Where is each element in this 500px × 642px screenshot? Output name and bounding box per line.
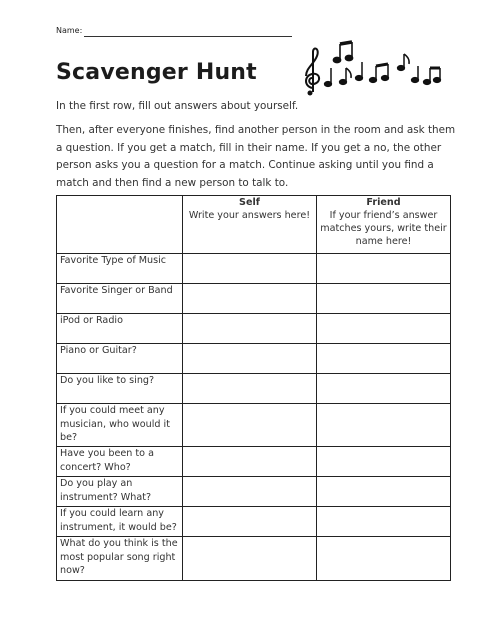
self-answer-cell[interactable] — [183, 284, 317, 314]
name-label: Name: — [56, 26, 83, 35]
friend-answer-cell[interactable] — [317, 314, 451, 344]
question-cell: Do you play an instrument? What? — [57, 477, 183, 507]
question-cell: What do you think is the most popular song right now? — [57, 537, 183, 581]
music-notes-icon — [298, 38, 448, 96]
table-row — [57, 447, 451, 477]
table-row — [57, 477, 451, 507]
self-answer-cell[interactable] — [183, 477, 317, 507]
table-row — [57, 344, 451, 374]
name-field[interactable] — [84, 36, 292, 37]
note-icon — [325, 54, 441, 86]
scavenger-table — [56, 195, 451, 581]
self-answer-cell[interactable] — [183, 314, 317, 344]
question-cell: iPod or Radio — [57, 314, 183, 344]
beamed-notes-icon — [333, 42, 352, 63]
table-row — [57, 374, 451, 404]
instruction-first: In the first row, fill out answers about yourself. — [56, 100, 299, 112]
self-answer-cell[interactable] — [183, 404, 317, 447]
header-blank-cell — [57, 196, 183, 254]
self-answer-cell[interactable] — [183, 507, 317, 537]
instruction-second: Then, after everyone finishes, find another person in the room and ask them a question. If you get a match, fill in their name. If you get a no, the other person asks you a question for a match. Continue asking until you find a match and then find a new person to talk to. — [56, 124, 456, 189]
column-header-friend — [317, 196, 451, 254]
table-row — [57, 254, 451, 284]
column-note-self: Write your answers here! — [188, 210, 311, 221]
table-row — [57, 507, 451, 537]
friend-answer-cell[interactable] — [317, 344, 451, 374]
table-row — [57, 284, 451, 314]
table-row — [57, 537, 451, 581]
treble-clef-icon — [306, 49, 319, 96]
column-title-friend: Friend — [366, 197, 401, 208]
friend-answer-cell[interactable] — [317, 507, 451, 537]
self-answer-cell[interactable] — [183, 447, 317, 477]
question-cell: Favorite Singer or Band — [57, 284, 183, 314]
column-header-self — [183, 196, 317, 254]
page-title: Scavenger Hunt — [56, 60, 257, 85]
self-answer-cell[interactable] — [183, 374, 317, 404]
friend-answer-cell[interactable] — [317, 284, 451, 314]
friend-answer-cell[interactable] — [317, 447, 451, 477]
question-cell: If you could learn any instrument, it would be? — [57, 507, 183, 537]
friend-answer-cell[interactable] — [317, 477, 451, 507]
column-title-self: Self — [239, 197, 260, 208]
self-answer-cell[interactable] — [183, 344, 317, 374]
column-note-friend: If your friend’s answer matches yours, write their name here! — [320, 210, 447, 247]
question-cell: Have you been to a concert? Who? — [57, 447, 183, 477]
self-answer-cell[interactable] — [183, 254, 317, 284]
question-cell: Do you like to sing? — [57, 374, 183, 404]
friend-answer-cell[interactable] — [317, 404, 451, 447]
table-header-row — [57, 196, 451, 254]
friend-answer-cell[interactable] — [317, 537, 451, 581]
question-cell: Favorite Type of Music — [57, 254, 183, 284]
table-row — [57, 314, 451, 344]
friend-answer-cell[interactable] — [317, 254, 451, 284]
question-cell: If you could meet any musician, who would it be? — [57, 404, 183, 447]
self-answer-cell[interactable] — [183, 537, 317, 581]
table-row — [57, 404, 451, 447]
question-cell: Piano or Guitar? — [57, 344, 183, 374]
friend-answer-cell[interactable] — [317, 374, 451, 404]
